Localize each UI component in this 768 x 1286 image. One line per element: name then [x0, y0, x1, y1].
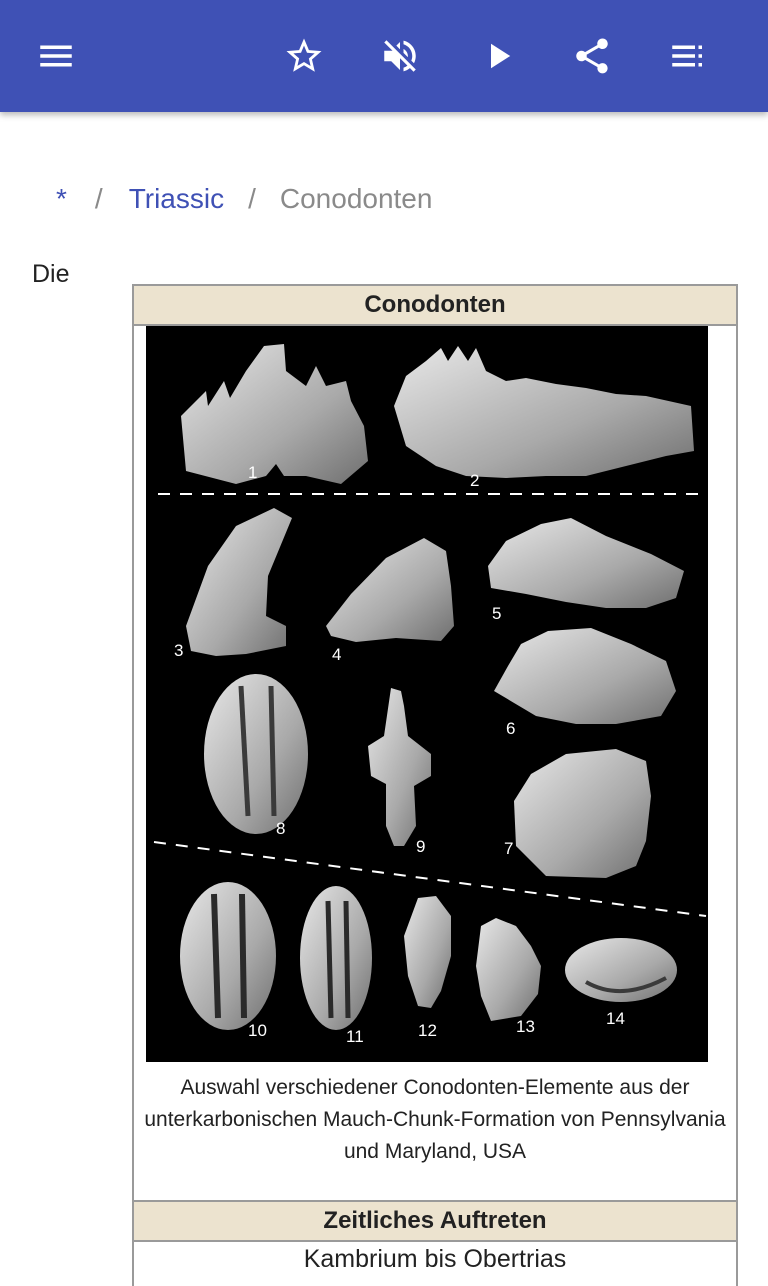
figure-number: 7 [504, 839, 514, 858]
infobox [132, 284, 738, 1286]
figure-number: 4 [332, 645, 342, 664]
breadcrumb [0, 178, 432, 220]
figure-number: 3 [174, 641, 184, 660]
menu-icon [35, 35, 77, 77]
table-of-contents-button[interactable] [656, 24, 720, 88]
figure-number: 6 [506, 719, 516, 738]
share-button[interactable] [560, 24, 624, 88]
figure-number: 14 [606, 1009, 625, 1028]
figure-number: 10 [248, 1021, 267, 1040]
breadcrumb-root-link[interactable]: * [56, 183, 67, 214]
play-icon [477, 35, 519, 77]
figure-number: 12 [418, 1021, 437, 1040]
infobox-section-value: Kambrium bis Obertrias [303, 1245, 567, 1273]
figure-number: 5 [492, 604, 502, 623]
favorite-button[interactable] [272, 24, 336, 88]
breadcrumb-parent-link[interactable]: Triassic [128, 183, 225, 214]
figure-number: 13 [516, 1017, 535, 1036]
figure-number: 9 [416, 837, 426, 856]
breadcrumb-separator: / [248, 183, 256, 214]
breadcrumb-current: Conodonten [279, 183, 433, 214]
breadcrumb-separator: / [94, 183, 103, 214]
infobox-title: Conodonten [134, 286, 736, 326]
mute-button[interactable] [368, 24, 432, 88]
volume-off-icon [379, 35, 421, 77]
conodont-fossils-image[interactable] [146, 326, 708, 1062]
conodont-fossils-illustration [146, 326, 708, 1062]
share-icon [571, 35, 613, 77]
star-outline-icon [283, 35, 325, 77]
list-icon [667, 35, 709, 77]
article-intro-text: Die [32, 260, 70, 288]
infobox-section-title: Zeitliches Auftreten [134, 1200, 736, 1242]
play-button[interactable] [466, 24, 530, 88]
app-bar [0, 0, 768, 112]
figure-number: 1 [248, 463, 258, 482]
figure-number: 11 [346, 1027, 364, 1046]
infobox-image-caption: Auswahl verschiedener Conodonten-Elemente aus der unterkarbonischen Mauch-Chunk-Formation von Pennsylvania und Maryland, USA [144, 1076, 726, 1163]
menu-button[interactable] [24, 24, 88, 88]
figure-number: 8 [276, 819, 286, 838]
figure-number: 2 [470, 471, 480, 490]
